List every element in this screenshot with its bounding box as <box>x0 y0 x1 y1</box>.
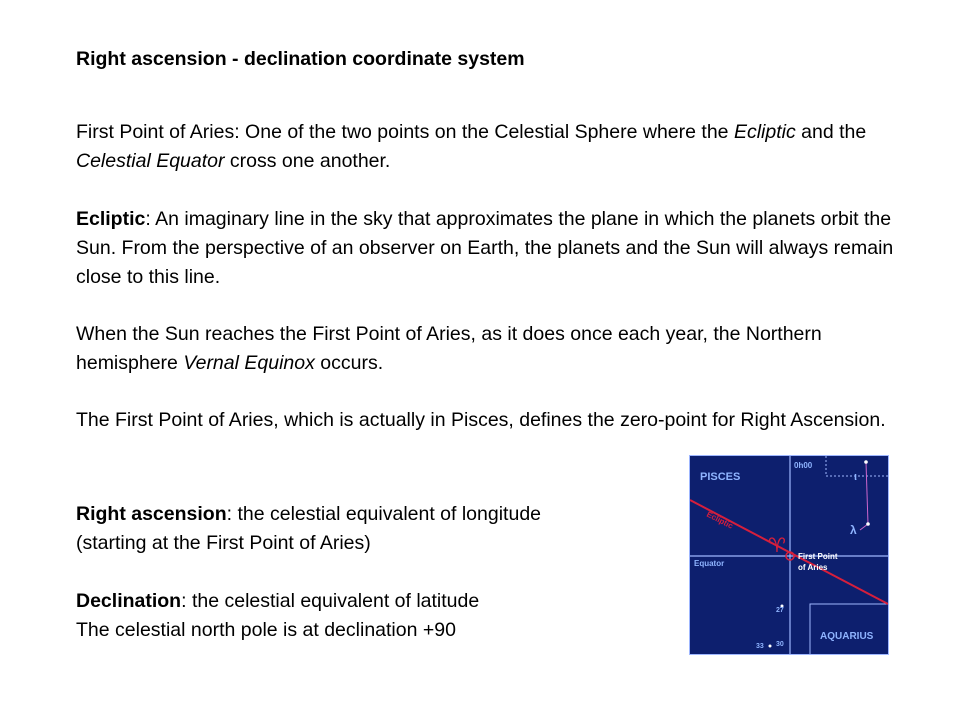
aries-text-1: First Point of Aries: One of the two points on the Celestial Sphere where the <box>76 121 734 143</box>
ecliptic-italic: Ecliptic <box>733 121 796 143</box>
declination-paragraph <box>76 587 596 645</box>
aries-text-3: cross one another. <box>224 150 391 172</box>
right-ascension-term: Right ascension <box>76 503 227 525</box>
lambda-label: λ <box>850 523 857 537</box>
magnitude-33-label: 33 <box>756 643 764 650</box>
declination-term: Declination <box>76 590 182 612</box>
pisces-label: PISCES <box>700 471 741 483</box>
ecliptic-label: Ecliptic <box>705 509 735 531</box>
aries-symbol-icon: ♈ <box>768 533 786 557</box>
north-pole-note: The celestial north pole is at declination +90 <box>76 619 456 641</box>
first-point-label-1: First Point <box>798 552 838 561</box>
equator-label: Equator <box>694 559 725 568</box>
zero-point-paragraph: The First Point of Aries, which is actually in Pisces, defines the zero-point for Right Ascension. <box>76 409 886 431</box>
right-ascension-paragraph <box>76 500 576 558</box>
magnitude-27-label: 27 <box>776 607 784 614</box>
star <box>866 522 870 526</box>
aries-text-2: and the <box>795 121 867 143</box>
slide-title: Right ascension - declination coordinate system <box>76 48 525 70</box>
ecliptic-definition: : An imaginary line in the sky that approximates the plane in which the planets orbit the Sun. From the perspective of an observer on Earth, the planets and the Sun will always remain close to this line. <box>76 208 894 288</box>
sun-text-1: When the Sun reaches the First Point of Aries, as it does once each year, the Northern hemisphere <box>76 323 822 374</box>
star <box>769 645 772 648</box>
declination-definition: : the celestial equivalent of latitude <box>181 590 480 612</box>
hour-label: 0h00 <box>794 461 813 470</box>
iota-label: ι <box>854 471 858 483</box>
aquarius-label: AQUARIUS <box>820 631 874 642</box>
vernal-equinox-paragraph <box>76 320 906 378</box>
star <box>864 460 868 464</box>
ecliptic-paragraph <box>76 205 906 292</box>
magnitude-30-label: 30 <box>776 641 784 648</box>
sun-text-2: occurs. <box>314 352 384 374</box>
right-ascension-definition: : the celestial equivalent of longitude (starting at the First Point of Aries) <box>76 503 542 554</box>
sky-map-figure <box>689 455 889 655</box>
sky-map-svg <box>690 456 888 654</box>
aquarius-boundary <box>810 604 888 654</box>
ecliptic-term: Ecliptic <box>76 208 146 230</box>
vernal-equinox-italic: Vernal Equinox <box>183 352 315 374</box>
celestial-equator-italic: Celestial Equator <box>76 150 225 172</box>
constellation-lines <box>860 462 868 530</box>
first-point-of-aries-paragraph <box>76 118 906 176</box>
first-point-label-2: of Aries <box>798 563 828 572</box>
